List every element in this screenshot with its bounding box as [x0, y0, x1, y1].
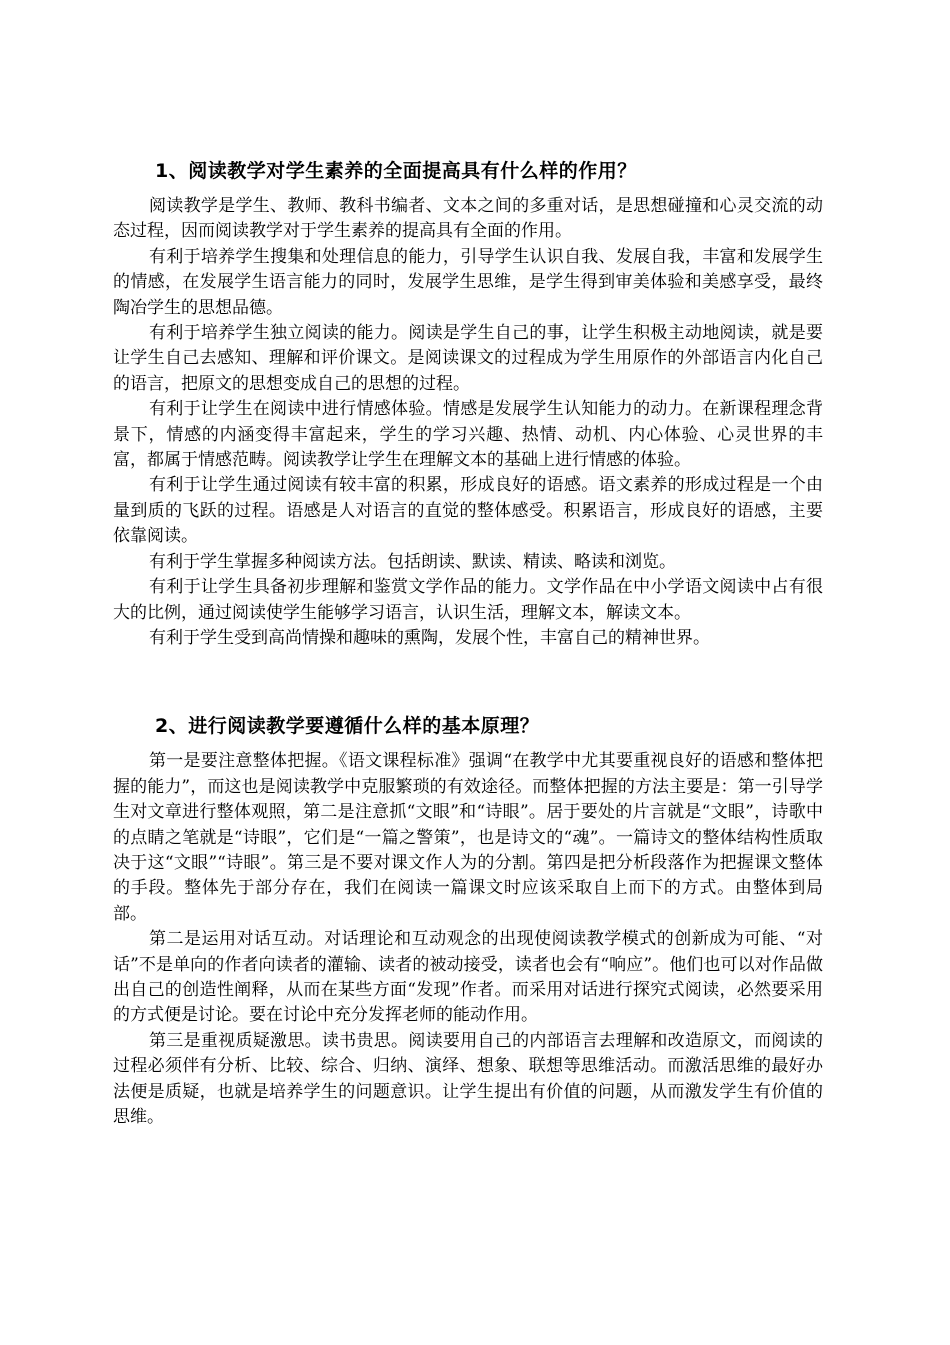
section1-paragraph: 有利于学生掌握多种阅读方法。包括朗读、默读、精读、略读和浏览。	[149, 551, 676, 572]
section1-paragraph: 有利于让学生具备初步理解和鉴赏文学作品的能力。文学作品在中小学语文阅读中占有很大的比例，通过阅读使学生能够学习语言，认识生活，理解文本，解读文本。	[113, 577, 823, 623]
section-spacer	[113, 651, 823, 713]
section2-paragraph: 第一是要注意整体把握。《语文课程标准》强调“在教学中尤其要重视良好的语感和整体把握的能力”，而这也是阅读教学中克服繁琐的有效途径。而整体把握的方法主要是：第一引导学生对文章进行整体观照，第二是注意抓“文眼”和“诗眼”。居于要处的片言就是“文眼”，诗歌中的点睛之笔就是“诗眼”，它们是“一篇之警策”，也是诗文的“魂”。一篇诗文的整体结构性质取决于这“文眼”“诗眼”。第三是不要对课文作人为的分割。第四是把分析段落作为把握课文整体的手段。整体先于部分存在，我们在阅读一篇课文时应该采取自上而下的方式。由整体到局部。	[113, 751, 823, 924]
section1-paragraph: 有利于学生受到高尚情操和趣味的熏陶，发展个性，丰富自己的精神世界。	[149, 627, 710, 648]
section1-paragraph: 有利于培养学生搜集和处理信息的能力，引导学生认识自我、发展自我，丰富和发展学生的情感，在发展学生语言能力的同时，发展学生思维，是学生得到审美体验和美感享受，最终陶冶学生的思想品德。	[113, 246, 823, 318]
section2-paragraph: 第二是运用对话互动。对话理论和互动观念的出现使阅读教学模式的创新成为可能、“对话”不是单向的作者向读者的灌输、读者的被动接受，读者也会有“响应”。他们也可以对作品做出自己的创造性阐释，从而在某些方面“发现”作者。而采用对话进行探究式阅读，必然要采用的方式便是讨论。要在讨论中充分发挥老师的能动作用。	[113, 929, 823, 1026]
section1-paragraph: 有利于让学生通过阅读有较丰富的积累，形成良好的语感。语文素养的形成过程是一个由量到质的飞跃的过程。语感是人对语言的直觉的整体感受。积累语言，形成良好的语感，主要依靠阅读。	[113, 475, 823, 547]
section1-paragraph: 阅读教学是学生、教师、教科书编者、文本之间的多重对话，是思想碰撞和心灵交流的动态过程，因而阅读教学对于学生素养的提高具有全面的作用。	[113, 196, 823, 242]
document-page	[113, 158, 823, 1130]
section1-paragraph: 有利于培养学生独立阅读的能力。阅读是学生自己的事，让学生积极主动地阅读，就是要让学生自己去感知、理解和评价课文。是阅读课文的过程成为学生用原作的外部语言内化自己的语言，把原文的思想变成自己的思想的过程。	[113, 323, 823, 394]
section2-paragraph: 第三是重视质疑激思。读书贵思。阅读要用自己的内部语言去理解和改造原文，而阅读的过程必须伴有分析、比较、综合、归纳、演绎、想象、联想等思维活动。而激活思维的最好办法便是质疑，也就是培养学生的问题意识。让学生提出有价值的问题，从而激发学生有价值的思维。	[113, 1030, 823, 1127]
section1-title: 1、阅读教学对学生素养的全面提高具有什么样的作用？	[155, 160, 637, 182]
section2-title: 2、进行阅读教学要遵循什么样的基本原理？	[155, 715, 540, 738]
section1-paragraph: 有利于让学生在阅读中进行情感体验。情感是发展学生认知能力的动力。在新课程理念背景下，情感的内涵变得丰富起来，学生的学习兴趣、热情、动机、内心体验、心灵世界的丰富，都属于情感范畴。阅读教学让学生在理解文本的基础上进行情感的体验。	[113, 399, 823, 471]
